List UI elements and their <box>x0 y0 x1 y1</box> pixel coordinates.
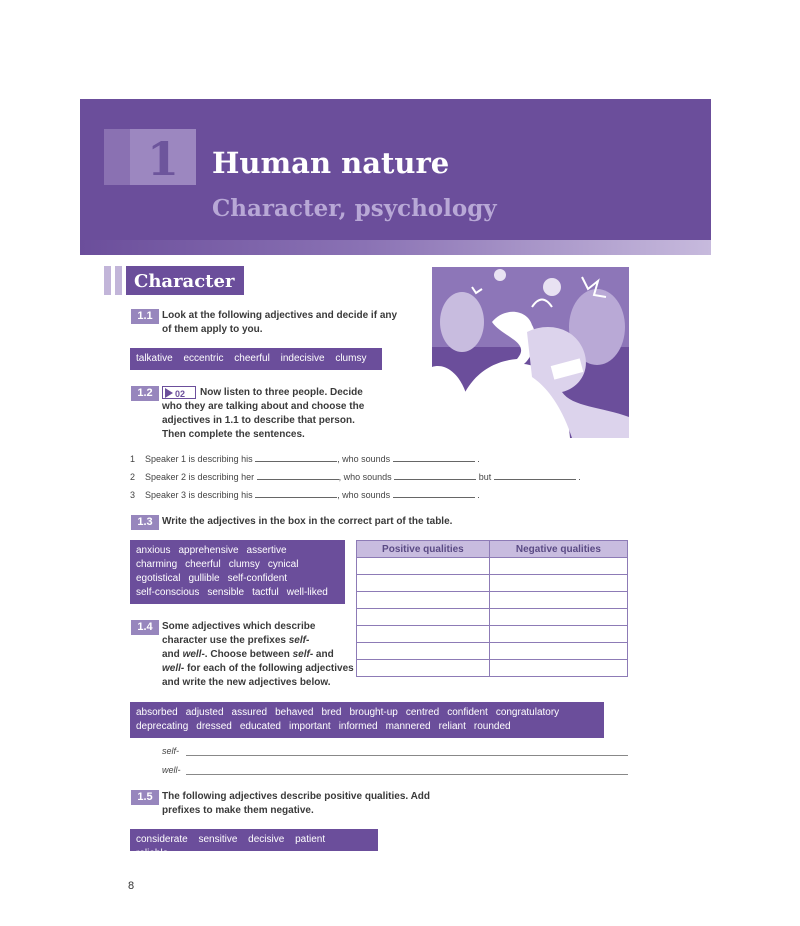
exercise-instruction: Write the adjectives in the box in the correct part of the table. <box>162 516 453 527</box>
word: well-liked <box>286 587 328 598</box>
sentence-number: 3 <box>130 490 136 500</box>
word: egotistical <box>136 573 181 584</box>
table-cell[interactable] <box>489 660 627 677</box>
table-cell[interactable] <box>489 558 627 575</box>
table-cell[interactable] <box>357 660 490 677</box>
word: bred <box>321 707 342 718</box>
word: assertive <box>246 545 287 556</box>
audio-track-number: 02 <box>175 389 186 399</box>
word: brought-up <box>349 707 398 718</box>
word: sensitive <box>198 834 238 845</box>
table-cell[interactable] <box>357 643 490 660</box>
instruction-text: . Choose between <box>204 649 293 660</box>
table-cell[interactable] <box>357 592 490 609</box>
answer-blank[interactable] <box>393 489 475 498</box>
sentence-text: , who sounds <box>337 490 391 500</box>
answer-blank[interactable] <box>393 453 475 462</box>
self-label: self- <box>162 746 180 756</box>
word: congratulatory <box>495 707 560 718</box>
sentence-3 <box>130 489 480 500</box>
word: behaved <box>275 707 314 718</box>
word: reliant <box>438 721 466 732</box>
instruction-italic: well- <box>182 649 205 660</box>
word: clumsy <box>335 353 367 364</box>
page-number: 8 <box>128 880 135 892</box>
word: rounded <box>473 721 511 732</box>
word: sensible <box>207 587 245 598</box>
header-gradient-stripe <box>80 240 711 255</box>
instruction-text: and <box>313 649 334 660</box>
word: adjusted <box>185 707 224 718</box>
sentence-1 <box>130 453 480 464</box>
word: centred <box>405 707 440 718</box>
section-heading-accent <box>115 266 122 295</box>
exercise-label: 1.4 <box>131 620 159 635</box>
exercise-instruction <box>162 309 412 337</box>
answer-line-self[interactable] <box>186 754 628 756</box>
sentence-text: Speaker 2 is describing her <box>145 472 255 482</box>
word-row <box>136 706 598 720</box>
table-cell[interactable] <box>489 643 627 660</box>
sentence-text: . <box>477 490 480 500</box>
word: clumsy <box>228 559 260 570</box>
instruction-text: Now listen to three people. Decide <box>200 387 363 398</box>
word: decisive <box>248 834 285 845</box>
word: reliable <box>136 848 169 859</box>
table-cell[interactable] <box>489 609 627 626</box>
sentence-text: but <box>478 472 492 482</box>
play-icon <box>165 388 173 398</box>
sentence-text: , who sounds <box>338 472 392 482</box>
word-row <box>136 720 598 734</box>
instruction-line <box>162 634 357 648</box>
word-box <box>130 348 382 370</box>
word: tactful <box>252 587 279 598</box>
answer-blank[interactable] <box>257 471 339 480</box>
table-cell[interactable] <box>489 575 627 592</box>
instruction-line: Then complete the sentences. <box>162 429 305 440</box>
word: self-confident <box>227 573 288 584</box>
instruction-line: Look at the following adjectives and decide if any <box>162 310 398 321</box>
party-illustration <box>432 267 629 438</box>
unit-box-accent <box>104 129 130 185</box>
section-heading: Character <box>126 266 244 295</box>
instruction-italic: well- <box>162 663 185 674</box>
chapter-title: Human nature <box>212 146 450 180</box>
word: deprecating <box>136 721 189 732</box>
table-cell[interactable] <box>357 626 490 643</box>
audio-play-icon[interactable] <box>162 386 196 399</box>
sentence-text: , who sounds <box>337 454 391 464</box>
table-cell[interactable] <box>357 609 490 626</box>
sentence-text: Speaker 1 is describing his <box>145 454 253 464</box>
word: absorbed <box>136 707 178 718</box>
word: talkative <box>136 353 173 364</box>
unit-number: 1 <box>146 132 179 186</box>
word: cheerful <box>234 353 270 364</box>
word: apprehensive <box>178 545 239 556</box>
answer-blank[interactable] <box>255 489 337 498</box>
instruction-line <box>162 662 357 676</box>
instruction-line <box>162 648 357 662</box>
sentence-number: 1 <box>130 454 136 464</box>
word-row <box>136 558 339 572</box>
word: confident <box>447 707 488 718</box>
instruction-text: and <box>162 649 183 660</box>
instruction-italic: self- <box>288 635 310 646</box>
word: dressed <box>196 721 232 732</box>
answer-blank[interactable] <box>255 453 337 462</box>
section-heading-accent <box>104 266 111 295</box>
word-box <box>130 702 604 738</box>
word: patient <box>295 834 326 845</box>
word: eccentric <box>183 353 224 364</box>
sentence-text: . <box>477 454 480 464</box>
exercise-label: 1.5 <box>131 790 159 805</box>
sentence-text: Speaker 3 is describing his <box>145 490 253 500</box>
word-box <box>130 540 345 604</box>
table-cell[interactable] <box>489 626 627 643</box>
table-cell[interactable] <box>357 575 490 592</box>
instruction-line: The following adjectives describe positive qualities. Add <box>162 791 431 802</box>
qualities-table <box>356 540 628 677</box>
word: informed <box>338 721 378 732</box>
word-row <box>136 586 339 600</box>
instruction-italic: self- <box>292 649 314 660</box>
answer-line-well[interactable] <box>186 773 628 775</box>
word-box <box>130 829 378 859</box>
sentence-text: . <box>578 472 581 482</box>
well-label: well- <box>162 765 181 775</box>
word: indecisive <box>280 353 325 364</box>
answer-blank[interactable] <box>494 471 576 480</box>
exercise-instruction <box>162 790 462 818</box>
sentence-number: 2 <box>130 472 136 482</box>
instruction-text: for each of the following adjectives <box>184 663 354 674</box>
answer-blank[interactable] <box>394 471 476 480</box>
word: important <box>289 721 331 732</box>
sentence-2 <box>130 471 581 482</box>
word: cheerful <box>185 559 221 570</box>
exercise-label: 1.3 <box>131 515 159 530</box>
word: anxious <box>136 545 171 556</box>
word: charming <box>136 559 178 570</box>
instruction-line <box>162 386 422 400</box>
instruction-text: character use the prefixes <box>162 635 289 646</box>
instruction-line: Some adjectives which describe <box>162 621 316 632</box>
table-cell[interactable] <box>357 558 490 575</box>
word: educated <box>239 721 281 732</box>
exercise-instruction <box>162 620 357 690</box>
party-illustration-image <box>432 267 629 438</box>
exercise-label: 1.1 <box>131 309 159 324</box>
word: self-conscious <box>136 587 200 598</box>
exercise-label: 1.2 <box>131 386 159 401</box>
chapter-subtitle: Character, psychology <box>212 195 497 222</box>
word-row <box>136 572 339 586</box>
instruction-line: and write the new adjectives below. <box>162 677 331 688</box>
instruction-line: prefixes to make them negative. <box>162 805 314 816</box>
word: assured <box>231 707 268 718</box>
table-cell[interactable] <box>489 592 627 609</box>
instruction-line: who they are talking about and choose the <box>162 401 365 412</box>
word: cynical <box>267 559 299 570</box>
table-header-positive: Positive qualities <box>357 541 490 558</box>
table-header-negative: Negative qualities <box>489 541 627 558</box>
exercise-instruction <box>162 386 422 442</box>
instruction-line: adjectives in 1.1 to describe that person. <box>162 415 355 426</box>
word: mannered <box>385 721 431 732</box>
word-row <box>136 544 339 558</box>
word: considerate <box>136 834 188 845</box>
instruction-line: of them apply to you. <box>162 324 263 335</box>
word: gullible <box>188 573 220 584</box>
